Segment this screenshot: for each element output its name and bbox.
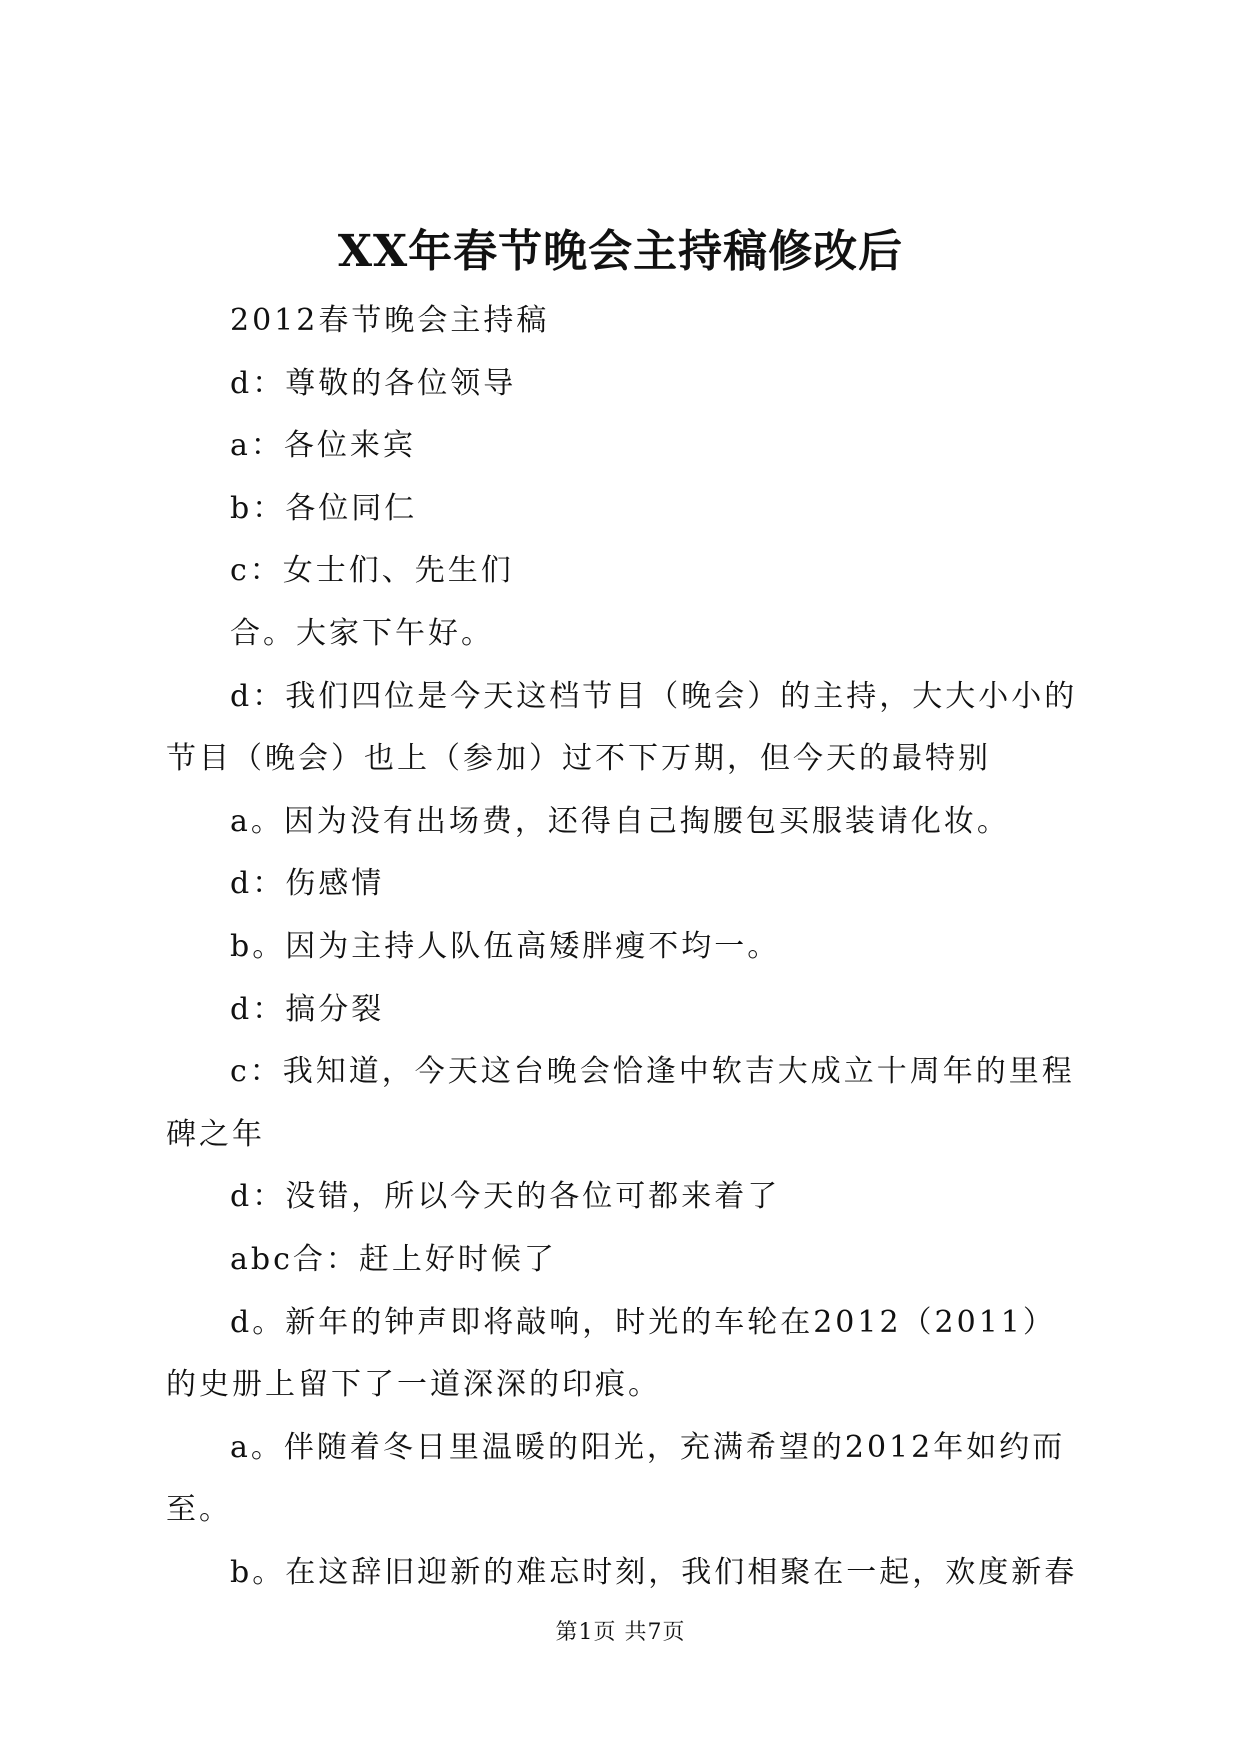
paragraph: d。新年的钟声即将敲响，时光的车轮在2012（2011）的史册上留下了一道深深的印痕。 (166, 1304, 1056, 1403)
paragraph: abc合：赶上好时候了 (230, 1241, 557, 1277)
paragraph: a。因为没有出场费，还得自己掏腰包买服装请化妆。 (230, 803, 1010, 839)
page-footer: 第1页 共7页 (555, 1620, 686, 1645)
paragraph: 合。大家下午好。 (230, 615, 494, 651)
paragraph: d：尊敬的各位领导 (230, 365, 517, 401)
paragraph: a：各位来宾 (230, 428, 416, 464)
document-title: XX年春节晚会主持稿修改后 (337, 226, 904, 277)
paragraph: b：各位同仁 (230, 490, 418, 526)
paragraph: b。在这辞旧迎新的难忘时刻，我们相聚在一起，欢度新春 (230, 1554, 1078, 1590)
paragraph: d：没错，所以今天的各位可都来着了 (230, 1179, 781, 1215)
paragraph: d：我们四位是今天这档节目（晚会）的主持，大大小小的节目（晚会）也上（参加）过不下万期，但今天的最特别 (166, 678, 1078, 777)
document-body (166, 290, 1086, 1604)
paragraph: d：伤感情 (230, 866, 385, 902)
paragraph: c：女士们、先生们 (230, 553, 514, 589)
paragraph: d：搞分裂 (230, 991, 385, 1027)
paragraph: 2012春节晚会主持稿 (230, 303, 550, 338)
paragraph: a。伴随着冬日里温暖的阳光，充满希望的2012年如约而至。 (166, 1429, 1066, 1528)
paragraph: b。因为主持人队伍高矮胖瘦不均一。 (230, 928, 781, 964)
paragraph: c：我知道，今天这台晚会恰逢中软吉大成立十周年的里程碑之年 (166, 1054, 1075, 1152)
